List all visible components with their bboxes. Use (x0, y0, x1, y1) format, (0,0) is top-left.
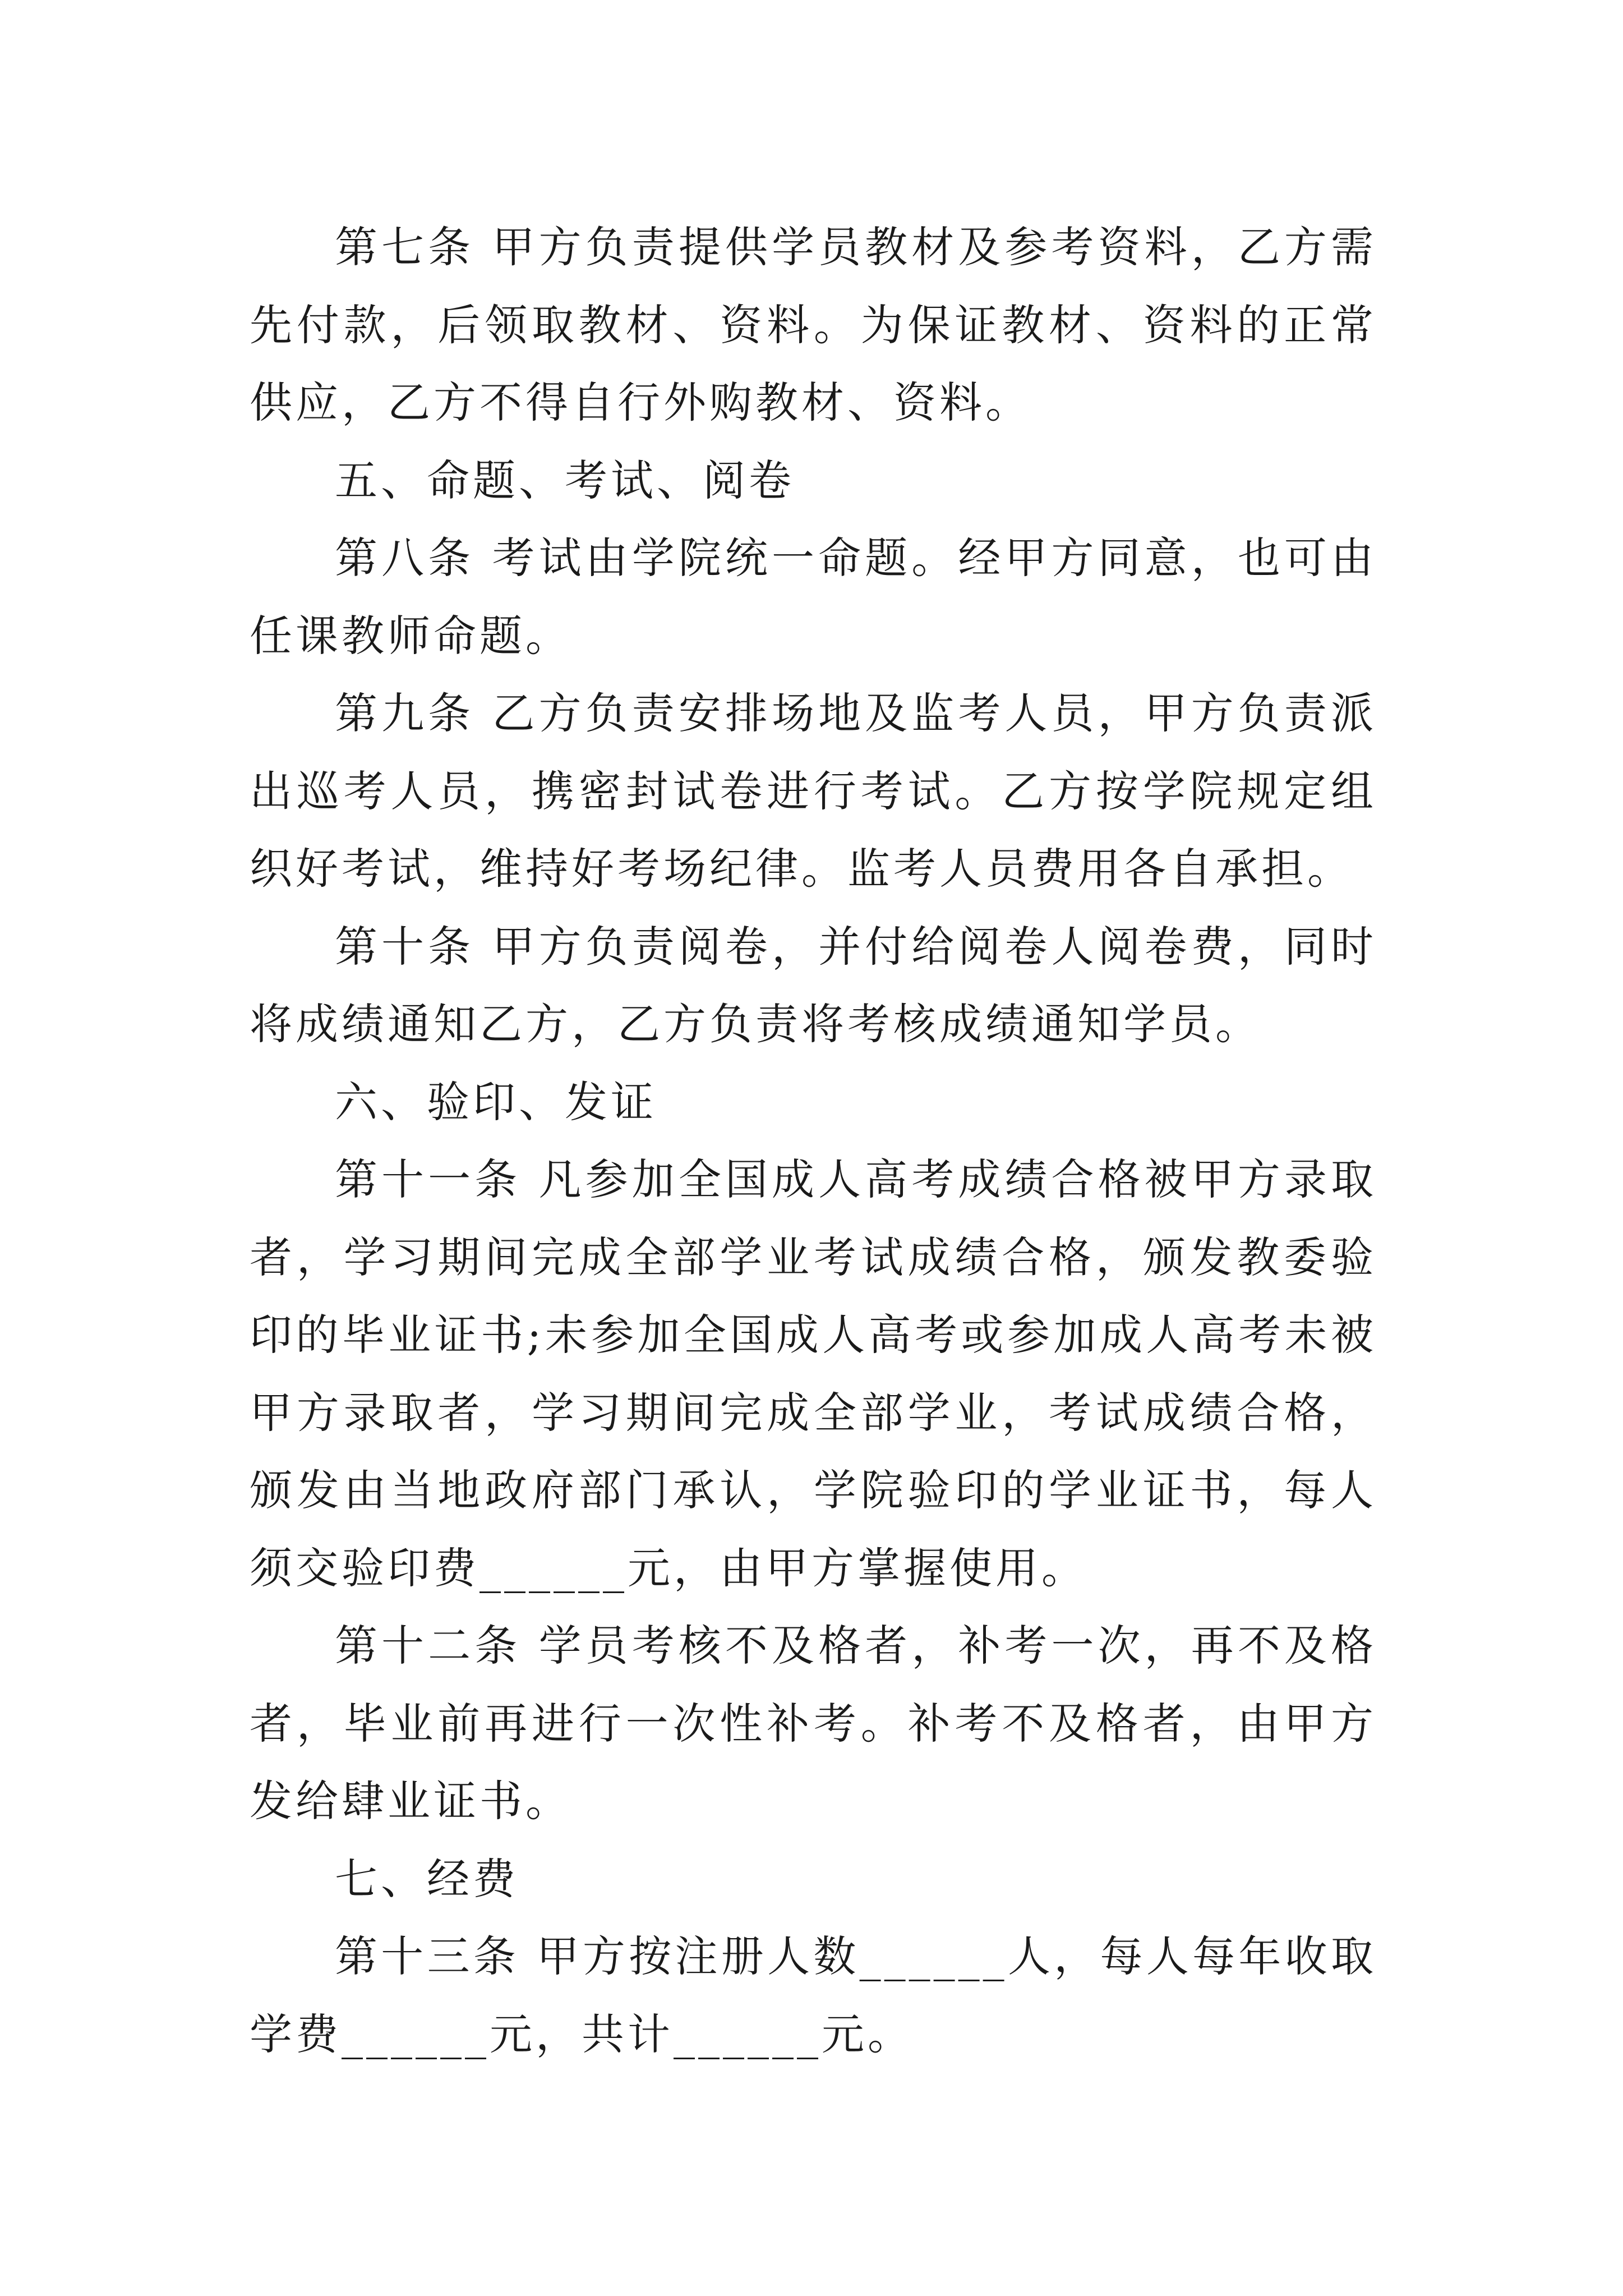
article-13: 第十三条 甲方按注册人数______人，每人每年收取学费______元，共计______元。 (250, 1931, 1377, 2059)
section-heading-5: 五、命题、考试、阅卷 (335, 455, 795, 505)
document-body (250, 209, 1377, 2073)
article-12: 第十二条 学员考核不及格者，补考一次，再不及格者，毕业前再进行一次性补考。补考不及格者，由甲方发给肆业证书。 (250, 1621, 1377, 1826)
article-10: 第十条 甲方负责阅卷，并付给阅卷人阅卷费，同时将成绩通知乙方，乙方负责将考核成绩通知学员。 (250, 921, 1377, 1049)
article-9: 第九条 乙方负责安排场地及监考人员，甲方负责派出巡考人员，携密封试卷进行考试。乙方按学院规定组织好考试，维持好考场纪律。监考人员费用各自承担。 (250, 688, 1377, 894)
article-8: 第八条 考试由学院统一命题。经甲方同意，也可由任课教师命题。 (250, 533, 1377, 661)
article-11: 第十一条 凡参加全国成人高考成绩合格被甲方录取者，学习期间完成全部学业考试成绩合格，颁发教委验印的毕业证书;未参加全国成人高考或参加成人高考未被甲方录取者，学习期间完成全部学业，考试成绩合格，颁发由当地政府部门承认，学院验印的学业证书，每人须交验印费______元，由甲方掌握使用。 (250, 1154, 1377, 1593)
section-heading-7: 七、经费 (335, 1853, 519, 1904)
article-7: 第七条 甲方负责提供学员教材及参考资料，乙方需先付款，后领取教材、资料。为保证教材、资料的正常供应，乙方不得自行外购教材、资料。 (250, 222, 1377, 427)
section-heading-6: 六、验印、发证 (335, 1076, 657, 1127)
